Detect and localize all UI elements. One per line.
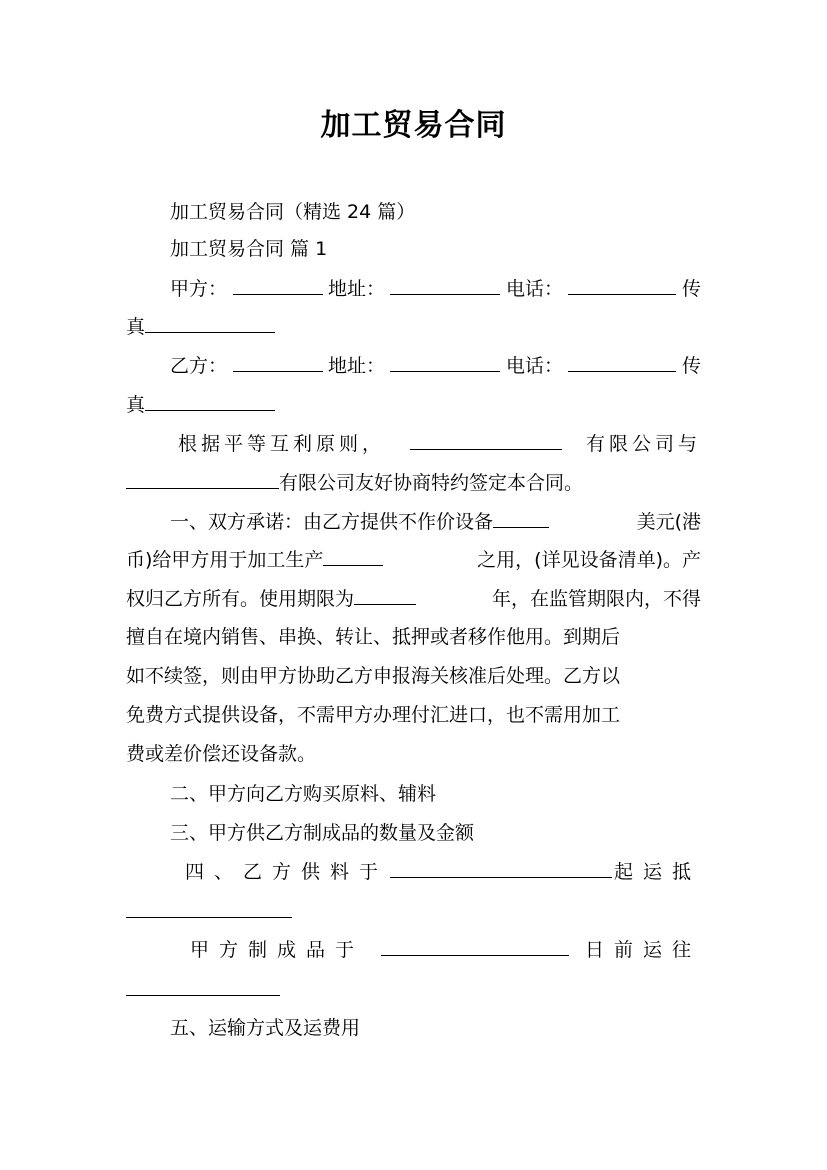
party-a-phone-blank [568,274,676,295]
intro-line-2 [126,468,701,498]
clause1-line1 [170,507,701,537]
party-b-fax-label: 传 [681,355,701,377]
document-title: 加工贸易合同 [320,108,507,143]
clause1-line5: 如不续签，则由甲方协助乙方申报海关核准后处理。乙方以 [126,665,621,687]
party-b-line [170,351,701,381]
clause1-line6: 免费方式提供设备，不需甲方办理付汇进口，也不需用加工 [126,704,621,726]
clause1-text-2b: 之用，(详见设备清单)。产 [477,549,701,571]
company-b-blank [126,468,279,489]
party-a-address-blank [390,274,500,295]
company-a-blank [410,429,562,450]
clause1-line4: 擅自在境内销售、串换、转让、抵押或者移作他用。到期后 [126,626,621,648]
party-a-fax-blank [145,312,275,333]
clause1-text-3b: 年，在监管期限内，不得 [491,588,701,610]
intro-line-1 [178,429,701,459]
clause4b-text-2: 日前运往 [584,939,701,961]
delivery-date-blank [381,935,569,956]
clause4-text-1: 四、乙方供料于 [185,861,389,883]
party-b-fax-label-cont: 真 [126,394,146,416]
clause3: 三、甲方供乙方制成品的数量及金额 [170,822,475,844]
party-b-label: 乙方： [170,355,228,377]
clause1-text-3a: 权归乙方所有。使用期限为 [126,588,355,610]
clause1-line3 [126,584,701,614]
product-blank [323,545,383,566]
intro-text-2: 有限公司与 [585,433,701,455]
clause5: 五、运输方式及运费用 [170,1017,361,1039]
clause1-text-1b: 美元(港 [636,511,701,533]
clause1-line7: 费或差价偿还设备款。 [126,743,317,765]
party-b-address-blank [390,351,500,372]
party-a-label: 甲方： [170,278,228,300]
intro-text-1: 根据平等互利原则， [178,433,386,455]
document-subtitle: 加工贸易合同（精选 24 篇） [170,201,416,223]
intro-text-3: 有限公司友好协商特约签定本合同。 [279,472,584,494]
party-b-address-label: 地址： [327,355,385,377]
clause4-text-2: 起运抵 [613,861,701,883]
clause1-text-2a: 币)给甲方用于加工生产 [126,549,324,571]
clause1-line2 [126,545,701,575]
party-b-fax-blank [145,390,275,411]
equipment-value-blank [493,507,549,528]
clause4-line1 [185,857,701,887]
destination-blank [126,917,292,918]
clause2: 二、甲方向乙方购买原料、辅料 [170,783,437,805]
party-a-address-label: 地址： [327,278,385,300]
party-a-name-blank [233,274,323,295]
party-a-line [170,274,701,304]
clause4-line2 [190,935,701,965]
clause4b-text-1: 甲方制成品于 [190,939,365,961]
party-a-fax-label-cont: 真 [126,316,146,338]
party-b-phone-label: 电话： [505,355,563,377]
party-a-phone-label: 电话： [505,278,563,300]
term-years-blank [354,584,416,605]
party-b-fax-line [126,390,701,420]
party-a-fax-label: 传 [681,278,701,300]
shipping-destination-blank [126,995,280,996]
clause1-text-1a: 一、双方承诺：由乙方提供不作价设备 [170,511,494,533]
supply-date-blank [390,857,612,878]
article-heading: 加工贸易合同 篇 1 [170,238,328,260]
party-a-fax-line [126,312,701,342]
party-b-phone-blank [568,351,676,372]
party-b-name-blank [233,351,323,372]
